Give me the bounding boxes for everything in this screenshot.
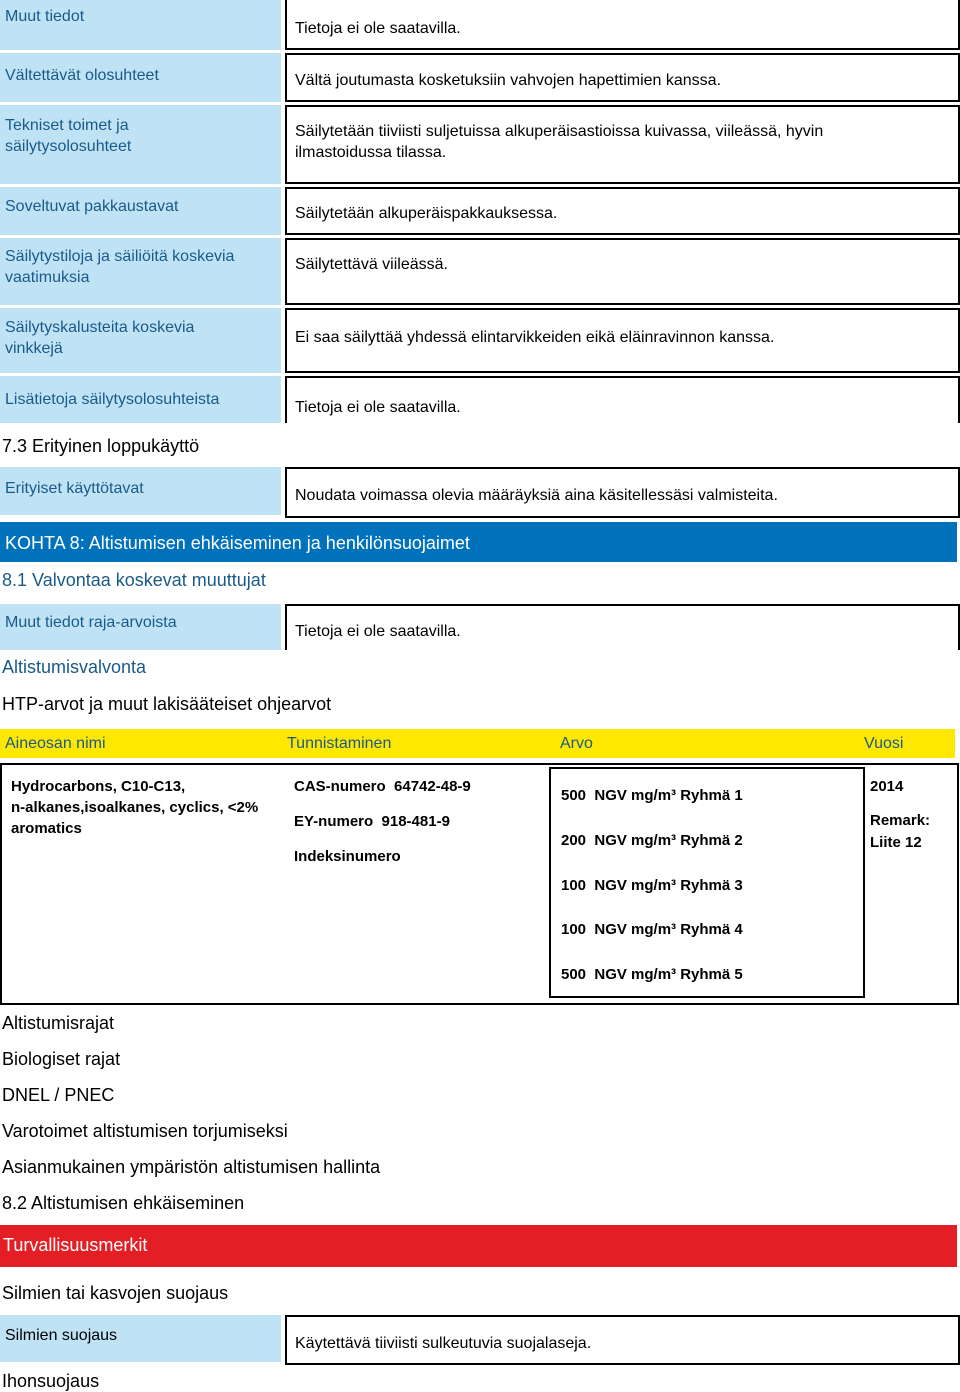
section-7-3-title: 7.3 Erityinen loppukäyttö [2,436,200,456]
th-identification: Tunnistaminen [287,735,392,752]
value-storage-requirements: Säilytettävä viileässä. [285,238,960,305]
safety-signs-band: Turvallisuusmerkit [0,1225,957,1267]
htp-heading: HTP-arvot ja muut lakisääteiset ohjearvot [2,694,332,714]
th-value: Arvo [560,735,593,752]
cas-number: CAS-numero 64742-48-9 [294,778,471,795]
label-storage-requirements: Säilytystiloja ja säiliöitä koskevia vaatimuksia [0,238,281,305]
value-row: 100 NGV mg/m³ Ryhmä 3 [561,877,743,894]
value-row: 500 NGV mg/m³ Ryhmä 5 [561,966,743,983]
value-technical-measures: Säilytetään tiiviisti suljetuissa alkuperäisastioissa kuivassa, viileässä, hyvin ilmastoidussa tilassa. [285,105,960,184]
environmental-control-heading: Asianmukainen ympäristön altistumisen hallinta [2,1157,381,1177]
value-storage-tips: Ei saa säilyttää yhdessä elintarvikkeiden eikä eläinravinnon kanssa. [285,308,960,373]
value-limit-info: Tietoja ei ole saatavilla. [285,604,960,650]
label-conditions-to-avoid: Vältettävät olosuhteet [0,53,281,102]
th-year: Vuosi [864,735,904,752]
label-eye-protection: Silmien suojaus [0,1315,281,1362]
precautions-heading: Varotoimet altistumisen torjumiseksi [2,1121,288,1141]
dnel-pnec-heading: DNEL / PNEC [2,1085,115,1105]
year: 2014 [870,778,904,795]
index-number: Indeksinumero [294,848,401,865]
exposure-control-heading: Altistumisvalvonta [2,657,147,677]
label-limit-info: Muut tiedot raja-arvoista [0,604,281,650]
value-row: 200 NGV mg/m³ Ryhmä 2 [561,832,743,849]
value-additional-storage-info: Tietoja ei ole saatavilla. [285,376,960,423]
value-row: 500 NGV mg/m³ Ryhmä 1 [561,787,743,804]
value-eye-protection: Käytettävä tiiviisti sulkeutuvia suojalaseja. [285,1315,960,1365]
value-suitable-packaging: Säilytetään alkuperäispakkauksessa. [285,187,960,235]
value-conditions-to-avoid: Vältä joutumasta kosketuksiin vahvojen hapettimien kanssa. [285,53,960,102]
label-additional-storage-info: Lisätietoja säilytysolosuhteista [0,376,281,423]
label-technical-measures: Tekniset toimet ja säilytysolosuhteet [0,105,281,184]
th-substance: Aineosan nimi [5,735,106,752]
value-other-info: Tietoja ei ole saatavilla. [285,0,960,50]
ey-number: EY-numero 918-481-9 [294,813,450,830]
remark-value: Liite 12 [870,834,922,851]
label-specific-uses: Erityiset käyttötavat [0,467,281,515]
value-row: 100 NGV mg/m³ Ryhmä 4 [561,921,743,938]
label-storage-tips: Säilytyskalusteita koskevia vinkkejä [0,308,281,373]
section-8-1-title: 8.1 Valvontaa koskevat muuttujat [2,570,266,590]
substance-name: Hydrocarbons, C10-C13, n-alkanes,isoalkanes, cyclics, <2% aromatics [11,778,259,837]
section-8-band: KOHTA 8: Altistumisen ehkäiseminen ja henkilönsuojaimet [0,522,957,562]
exposure-limits-heading: Altistumisrajat [2,1013,115,1033]
biological-limits-heading: Biologiset rajat [2,1049,121,1069]
eye-face-heading: Silmien tai kasvojen suojaus [2,1283,229,1303]
value-specific-uses: Noudata voimassa olevia määräyksiä aina käsitellessäsi valmisteita. [285,467,960,518]
remark-label: Remark: [870,812,931,829]
skin-protection-heading: Ihonsuojaus [2,1371,100,1391]
label-suitable-packaging: Soveltuvat pakkaustavat [0,187,281,235]
label-other-info: Muut tiedot [0,0,281,50]
table-header [0,729,955,758]
section-8-2-title: 8.2 Altistumisen ehkäiseminen [2,1193,245,1213]
